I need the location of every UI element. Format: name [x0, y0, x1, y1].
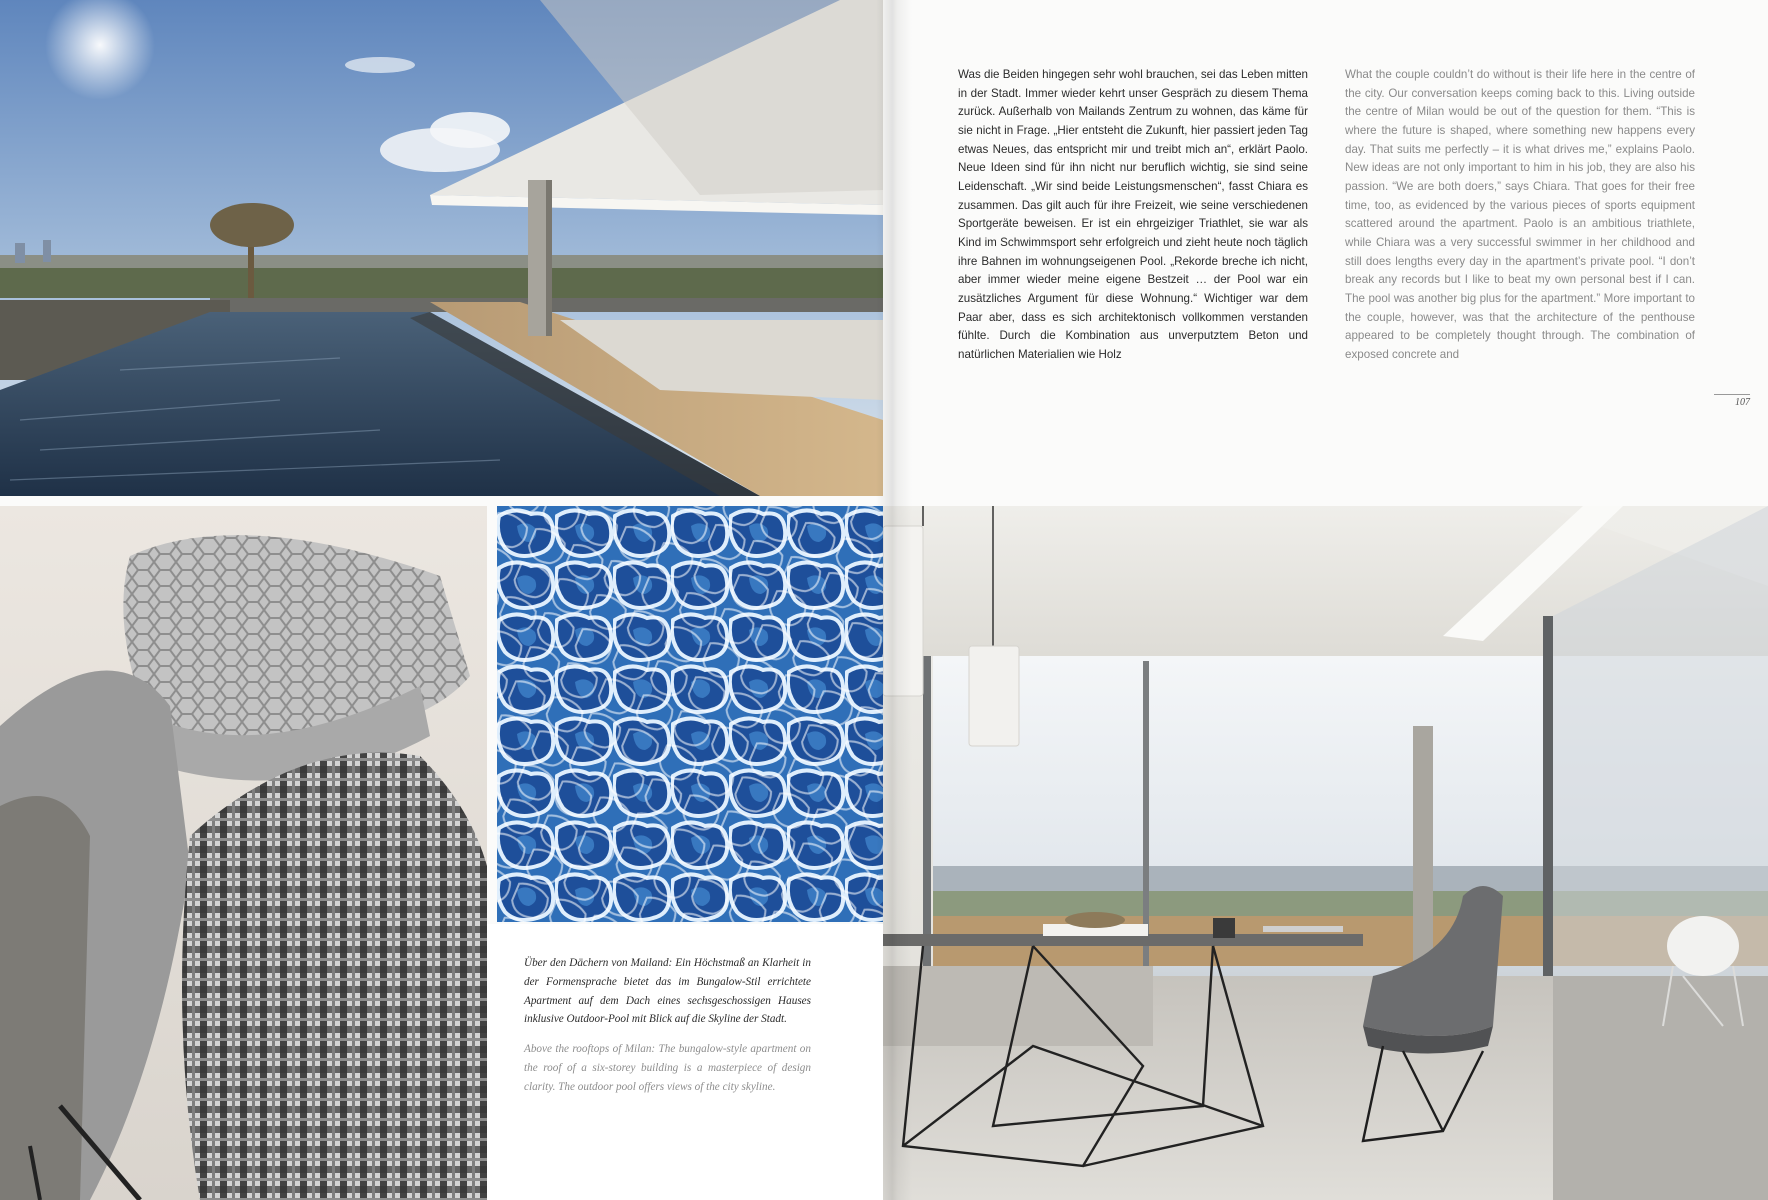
caption-german: Über den Dächern von Mailand: Ein Höchstmaß an Klarheit in der Formensprache bietet das im Bungalow-Stil errichtete Apartment auf dem Dach eines sechsgeschossigen Hauses inklusive Outdoor-Pool mit Blick auf die Skyline der Stadt. [524, 957, 811, 1026]
body-text-german: Was die Beiden hingegen sehr wohl brauchen, sei das Leben mitten in der Stadt. Immer wieder kehrt unser Gespräch zu diesem Thema zurück. Außerhalb von Mailands Zentrum zu wohnen, das käme für sie nicht in Frage. „Hier entsteht die Zukunft, hier passiert jeden Tag etwas Neues, das entspricht mir und treibt mich an“, erklärt Paolo. Neue Ideen sind für ihn nicht nur beruflich wichtig, sie sind seine Leidenschaft. „Wir sind beide Leistungsmenschen“, fasst Chiara es zusammen. Das gilt auch für ihre Freizeit, wie seine verschiedenen Sportgeräte beweisen. Er ist ein ehrgeiziger Triathlet, sie war als Kind im Schwimmsport sehr erfolgreich und zieht heute noch täglich ihre Bahnen im wohnungseigenen Pool. „Rekorde breche ich nicht, aber immer wieder meine eigene Bestzeit … der Pool war ein zusätzliches Argument für diese Wohnung.“ Wichtiger war dem Paar aber, dass es sich architektonisch vollkommen verstanden fühlte. Durch die Kombination aus unverputztem Beton und natürlichen Materialien wie Holz [958, 68, 1308, 361]
caption-english: Above the rooftops of Milan: The bungalow-style apartment on the roof of a six-storey building is a masterpiece of design clarity. The outdoor pool offers views of the city skyline. [524, 1043, 811, 1093]
photo-interior-dining [883, 506, 1768, 1200]
photo-water-caustics [497, 506, 883, 922]
body-text-english: What the couple couldn’t do without is their life here in the centre of the city. Our conversation keeps coming back to this. Living outside the centre of Milan would be out of the question for them. “This is where the future is shaped, where something new happens every day. That suits me perfectly – it is what drives me,” explains Paolo. New ideas are not only important to him in his job, they are also his passion. “We are both doers,” says Chiara. That goes for their free time, too, as evidenced by the various pieces of sports equipment scattered around the apartment. Paolo is an ambitious triathlete, while Chiara was a very successful swimmer in her childhood and still does lengths every day in the apartment’s private pool. “I don’t break any records but I like to beat my own personal best if I can. The pool was another big plus for the apartment.” More important to the couple, however, was that the architecture of the penthouse appeared to be completely thought through. The combination of exposed concrete and [1345, 68, 1695, 361]
caption-box [487, 924, 883, 1200]
page-number: 107 [1735, 397, 1750, 408]
page-number-rule [1714, 394, 1750, 395]
photo-armchairs [0, 506, 487, 1200]
photo-rooftop-pool [0, 0, 883, 496]
